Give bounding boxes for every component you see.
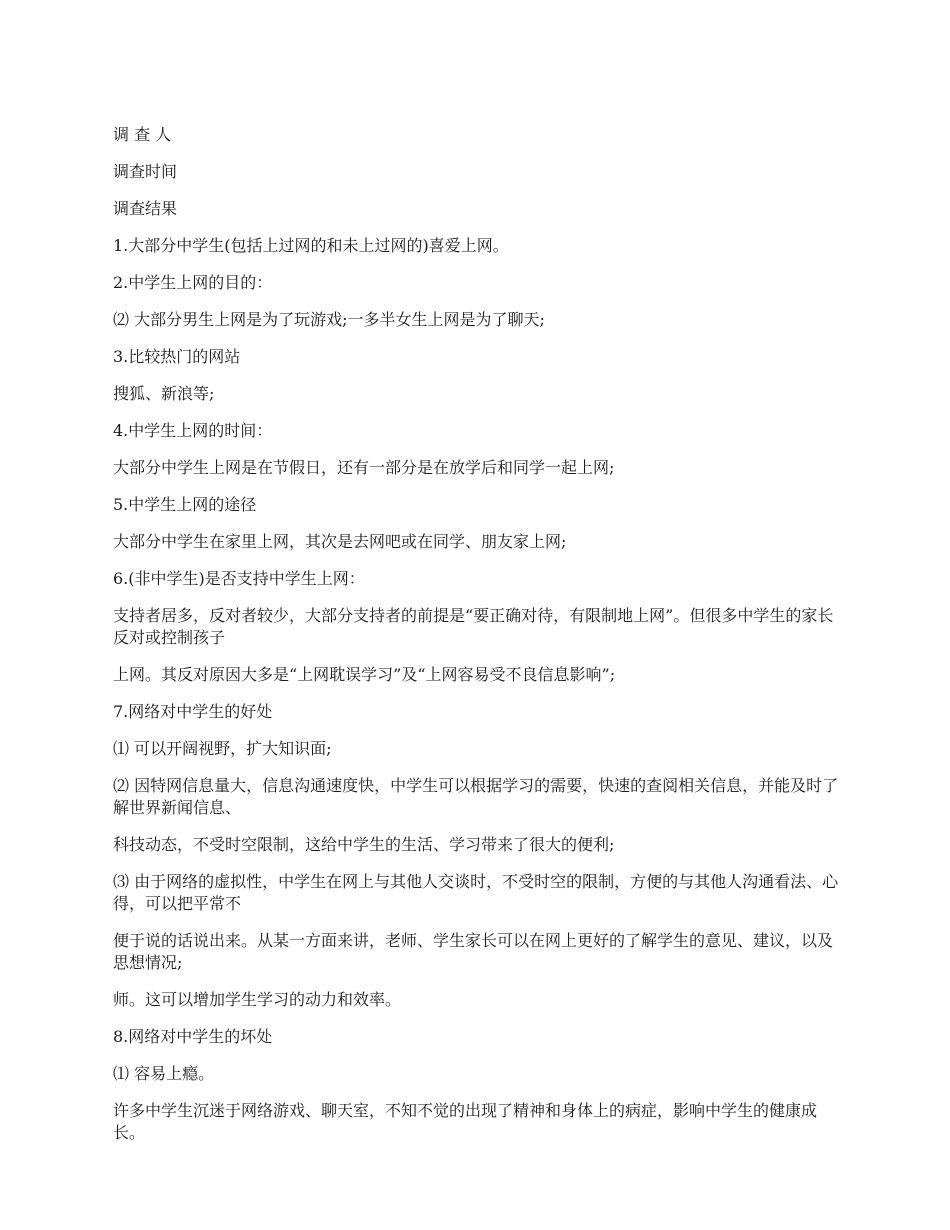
finding-1: 1.大部分中学生(包括上过网的和未上过网的)喜爱上网。 (113, 236, 509, 255)
survey-result-label: 调查结果 (113, 199, 178, 218)
heading-access: 5.中学生上网的途径 (113, 495, 257, 514)
support-detail-cont: 上网。其反对原因大多是“上网耽误学习”及“上网容易受不良信息影响”; (113, 665, 616, 684)
heading-purpose: 2.中学生上网的目的： (113, 273, 273, 292)
benefit-2: ⑵ 因特网信息量大，信息沟通速度快，中学生可以根据学习的需要，快速的查阅相关信息，并能及时了解世界新闻信息、 (113, 776, 839, 817)
benefit-1: ⑴ 可以开阔视野，扩大知识面; (113, 739, 332, 758)
heading-time: 4.中学生上网的时间： (113, 421, 273, 440)
survey-time-label: 调查时间 (113, 162, 178, 181)
access-detail: 大部分中学生在家里上网，其次是去网吧或在同学、朋友家上网; (113, 532, 567, 551)
benefit-3-end: 师。这可以增加学生学习的动力和效率。 (113, 990, 402, 1009)
heading-popular-sites: 3.比较热门的网站 (113, 347, 241, 366)
support-detail: 支持者居多，反对者较少，大部分支持者的前提是“要正确对待，有限制地上网”。但很多中学生的家长反对或控制孩子 (113, 606, 834, 647)
purpose-detail: ⑵ 大部分男生上网是为了玩游戏;一多半女生上网是为了聊天; (113, 310, 545, 329)
benefit-3: ⑶ 由于网络的虚拟性，中学生在网上与其他人交谈时，不受时空的限制，方便的与其他人沟通看法、心得，可以把平常不 (113, 872, 839, 913)
harm-1-detail: 许多中学生沉迷于网络游戏、聊天室，不知不觉的出现了精神和身体上的病症，影响中学生的健康成长。 (113, 1101, 818, 1142)
time-detail: 大部分中学生上网是在节假日，还有一部分是在放学后和同学一起上网; (113, 458, 615, 477)
investigator-label: 调 查 人 (113, 125, 172, 144)
harm-1: ⑴ 容易上瘾。 (113, 1064, 215, 1083)
popular-sites-detail: 搜狐、新浪等; (113, 384, 215, 403)
benefit-2-cont: 科技动态，不受时空限制，这给中学生的生活、学习带来了很大的便利; (113, 835, 615, 854)
heading-support: 6.(非中学生)是否支持中学生上网： (113, 569, 365, 588)
heading-harms: 8.网络对中学生的坏处 (113, 1027, 273, 1046)
document-body (113, 124, 843, 1159)
heading-benefits: 7.网络对中学生的好处 (113, 702, 273, 721)
benefit-3-cont: 便于说的话说出来。从某一方面来讲，老师、学生家长可以在网上更好的了解学生的意见、建议，以及思想情况; (113, 931, 834, 972)
